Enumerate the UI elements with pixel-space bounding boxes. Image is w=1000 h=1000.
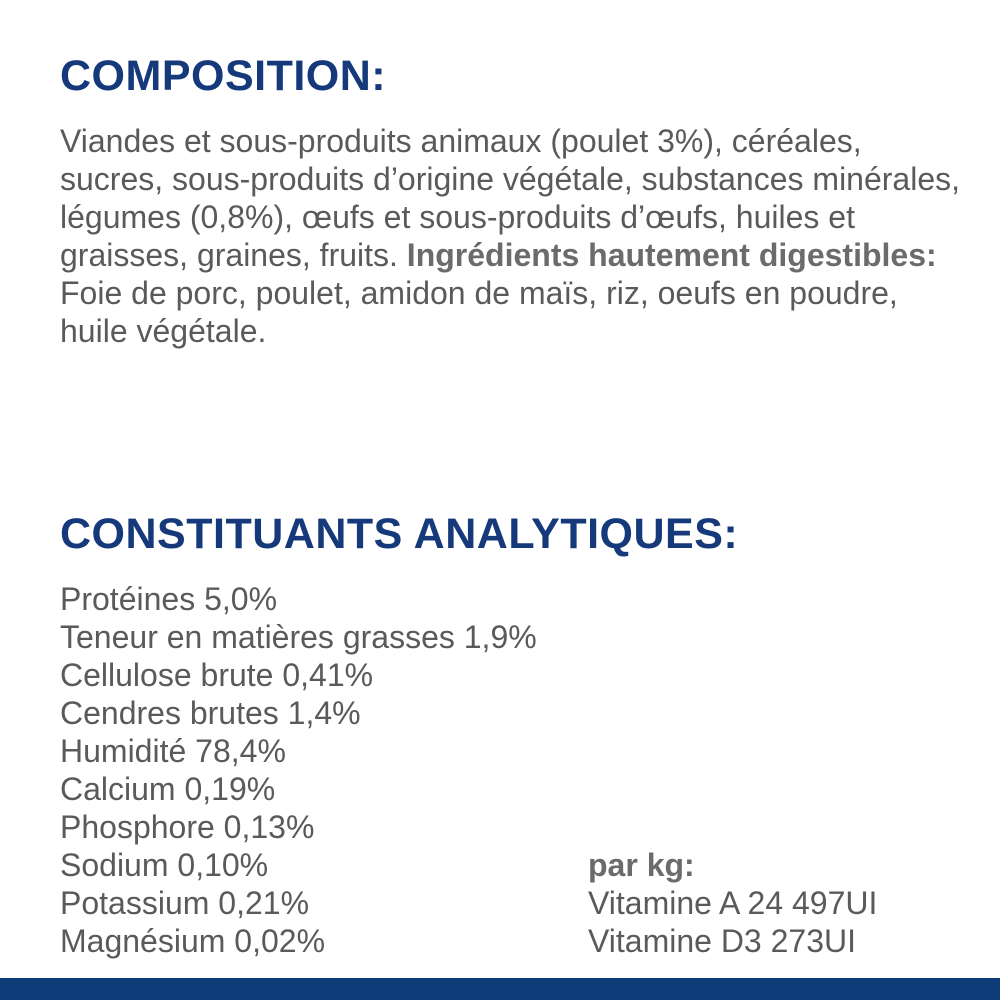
analytics-item-moisture: Humidité 78,4% [60,733,286,769]
analytics-list [60,580,537,960]
analytics-item-ash: Cendres brutes 1,4% [60,695,361,731]
footer-accent-bar [0,978,1000,1000]
analytics-item-fat: Teneur en matières grasses 1,9% [60,619,537,655]
digestible-ingredients-text: Foie de porc, poulet, amidon de maïs, riz, oeufs en poudre, huile végétale. [60,275,898,349]
per-kg-label: par kg: [588,847,695,883]
analytics-item-fibre: Cellulose brute 0,41% [60,657,374,693]
analytics-item-magnesium: Magnésium 0,02% [60,923,326,959]
analytics-item-sodium: Sodium 0,10% [60,847,269,883]
per-kg-block [588,846,877,960]
composition-paragraph [60,122,965,350]
analytics-item-potassium: Potassium 0,21% [60,885,310,921]
analytics-item-phosphorus: Phosphore 0,13% [60,809,315,845]
per-kg-item-vitamin-a: Vitamine A 24 497UI [588,885,878,921]
analytics-item-proteins: Protéines 5,0% [60,581,278,617]
analytics-heading: CONSTITUANTS ANALYTIQUES: [60,510,739,558]
composition-ingredient-list: Viandes et sous-produits animaux (poulet 3%), céréales, sucres, sous-produits d’origine végétale, substances minérales, légumes (0,8%), œufs et sous-produits d’œufs, huiles et graisses, graines, fruits. [60,123,961,273]
digestible-ingredients-label: Ingrédients hautement digestibles: [406,237,937,273]
analytics-item-calcium: Calcium 0,19% [60,771,276,807]
composition-heading: COMPOSITION: [60,52,387,100]
per-kg-item-vitamin-d3: Vitamine D3 273UI [588,923,856,959]
